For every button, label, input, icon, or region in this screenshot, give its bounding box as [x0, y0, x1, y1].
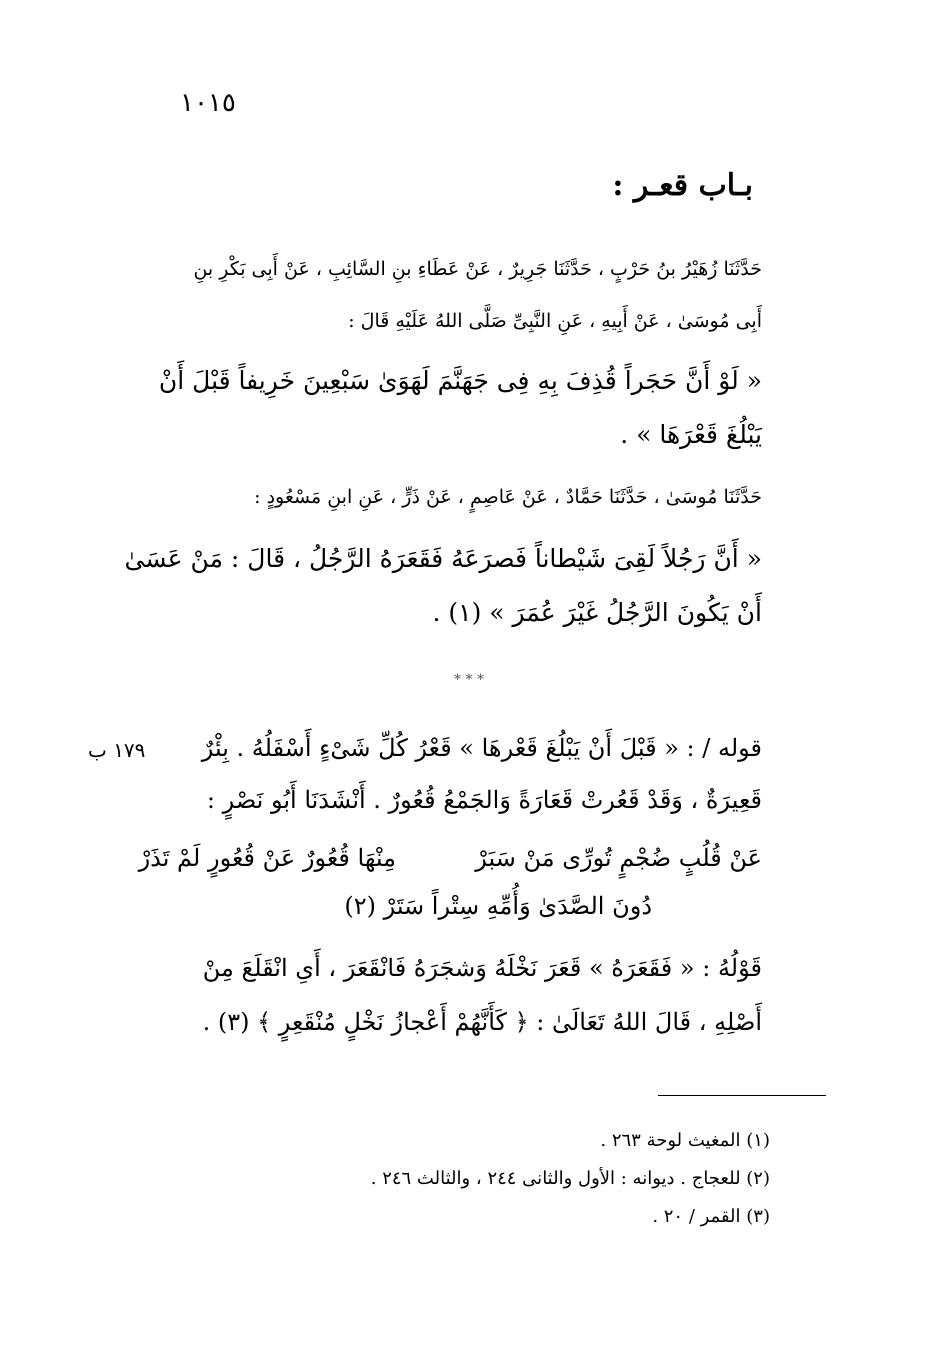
hadith1-isnad-line1: حَدَّثَنَا زُهَيْرُ بنُ حَرْبٍ ، حَدَّثَنَا جَرِيرٌ ، عَنْ عَطَاءِ بنِ السَّائِبِ ، عَنْ أَبِى بَكْرِ بنِ [193, 258, 762, 280]
commentary-line4: أَصْلِهِ ، قَالَ اللهُ تَعَالَىٰ : ﴿ كَأَنَّهُمْ أَعْجازُ نَخْلٍ مُنْقَعِرٍ ﴾ (٣) . [202, 1008, 762, 1036]
hadith1-matn-line1: « لَوْ أَنَّ حَجَراً قُذِفَ بِهِ فِى جَهَنَّمَ لَهَوَىٰ سَبْعِينَ خَرِيفاً قَبْلَ أَنْ [158, 366, 762, 395]
verse1-left-hemistich: مِنْهَا قُعُورٌ عَنْ قُعُورٍ لَمْ تَذَرْ [138, 844, 396, 872]
footnote-divider [658, 1095, 826, 1096]
hadith2-isnad-line1: حَدَّثَنَا مُوسَىٰ ، حَدَّثَنَا حَمَّادٌ ، عَنْ عَاصِمٍ ، عَنْ ذَرٍّ ، عَنِ ابنِ مَسْعُودٍ : [254, 486, 762, 508]
commentary-line1: قوله / : « قَبْلَ أَنْ يَبْلُغَ قَعْرهَا » قَعْرُ كُلِّ شَىْءٍ أَسْفَلُهُ . بِئْرٌ [201, 734, 762, 762]
commentary-line2: قَعِيرَةٌ ، وَقَدْ قَعُرتْ قَعَارَةً وَالجَمْعُ قُعُورٌ . أَنْشَدَنَا أَبُو نَصْرٍ : [206, 786, 762, 814]
footnote-3: (٣) القمر / ٢٠ . [652, 1206, 770, 1227]
hadith2-matn-line2: أَنْ يَكُونَ الرَّجُلُ غَيْرَ عُمَرَ » (١) . [432, 598, 762, 627]
commentary-line3: قَوْلُهُ : « فَقَعَرَهُ » قَعَرَ نَخْلَهُ وَشجَرَهُ فَانْقَعَرَ ، أَىِ انْقَلَعَ مِنْ [202, 954, 762, 982]
chapter-title: بـاب قعـر : [612, 168, 753, 203]
margin-folio-note: ١٧٩ ب [88, 738, 146, 762]
footnote-1: (١) المغيث لوحة ٢٦٣ . [600, 1130, 770, 1151]
section-separator: * * * [454, 672, 484, 688]
verse1-right-hemistich: عَنْ قُلُبٍ ضُجْمٍ تُورِّى مَنْ سَبَرْ [475, 844, 762, 872]
hadith1-matn-line2: يَبْلُغَ قَعْرَهَا » . [620, 420, 762, 449]
hadith1-isnad-line2: أَبِى مُوسَىٰ ، عَنْ أَبِيهِ ، عَنِ النَّبِىِّ صَلَّى اللهُ عَلَيْهِ قَالَ : [348, 310, 762, 332]
hadith2-matn-line1: « أَنَّ رَجُلاً لَقِىَ شَيْطاناً فَصرَعَهُ فَقَعَرَهُ الرَّجُلُ ، قَالَ : مَنْ عَسَىٰ [124, 544, 762, 573]
page-number: ١٠١٥ [180, 88, 236, 118]
footnote-2: (٢) للعجاج . ديوانه : الأول والثانى ٢٤٤ ، والثالث ٢٤٦ . [370, 1168, 770, 1189]
verse2: دُونَ الصَّدَىٰ وَأُمِّهِ سِتْراً سَتَرْ (٢) [344, 892, 652, 920]
